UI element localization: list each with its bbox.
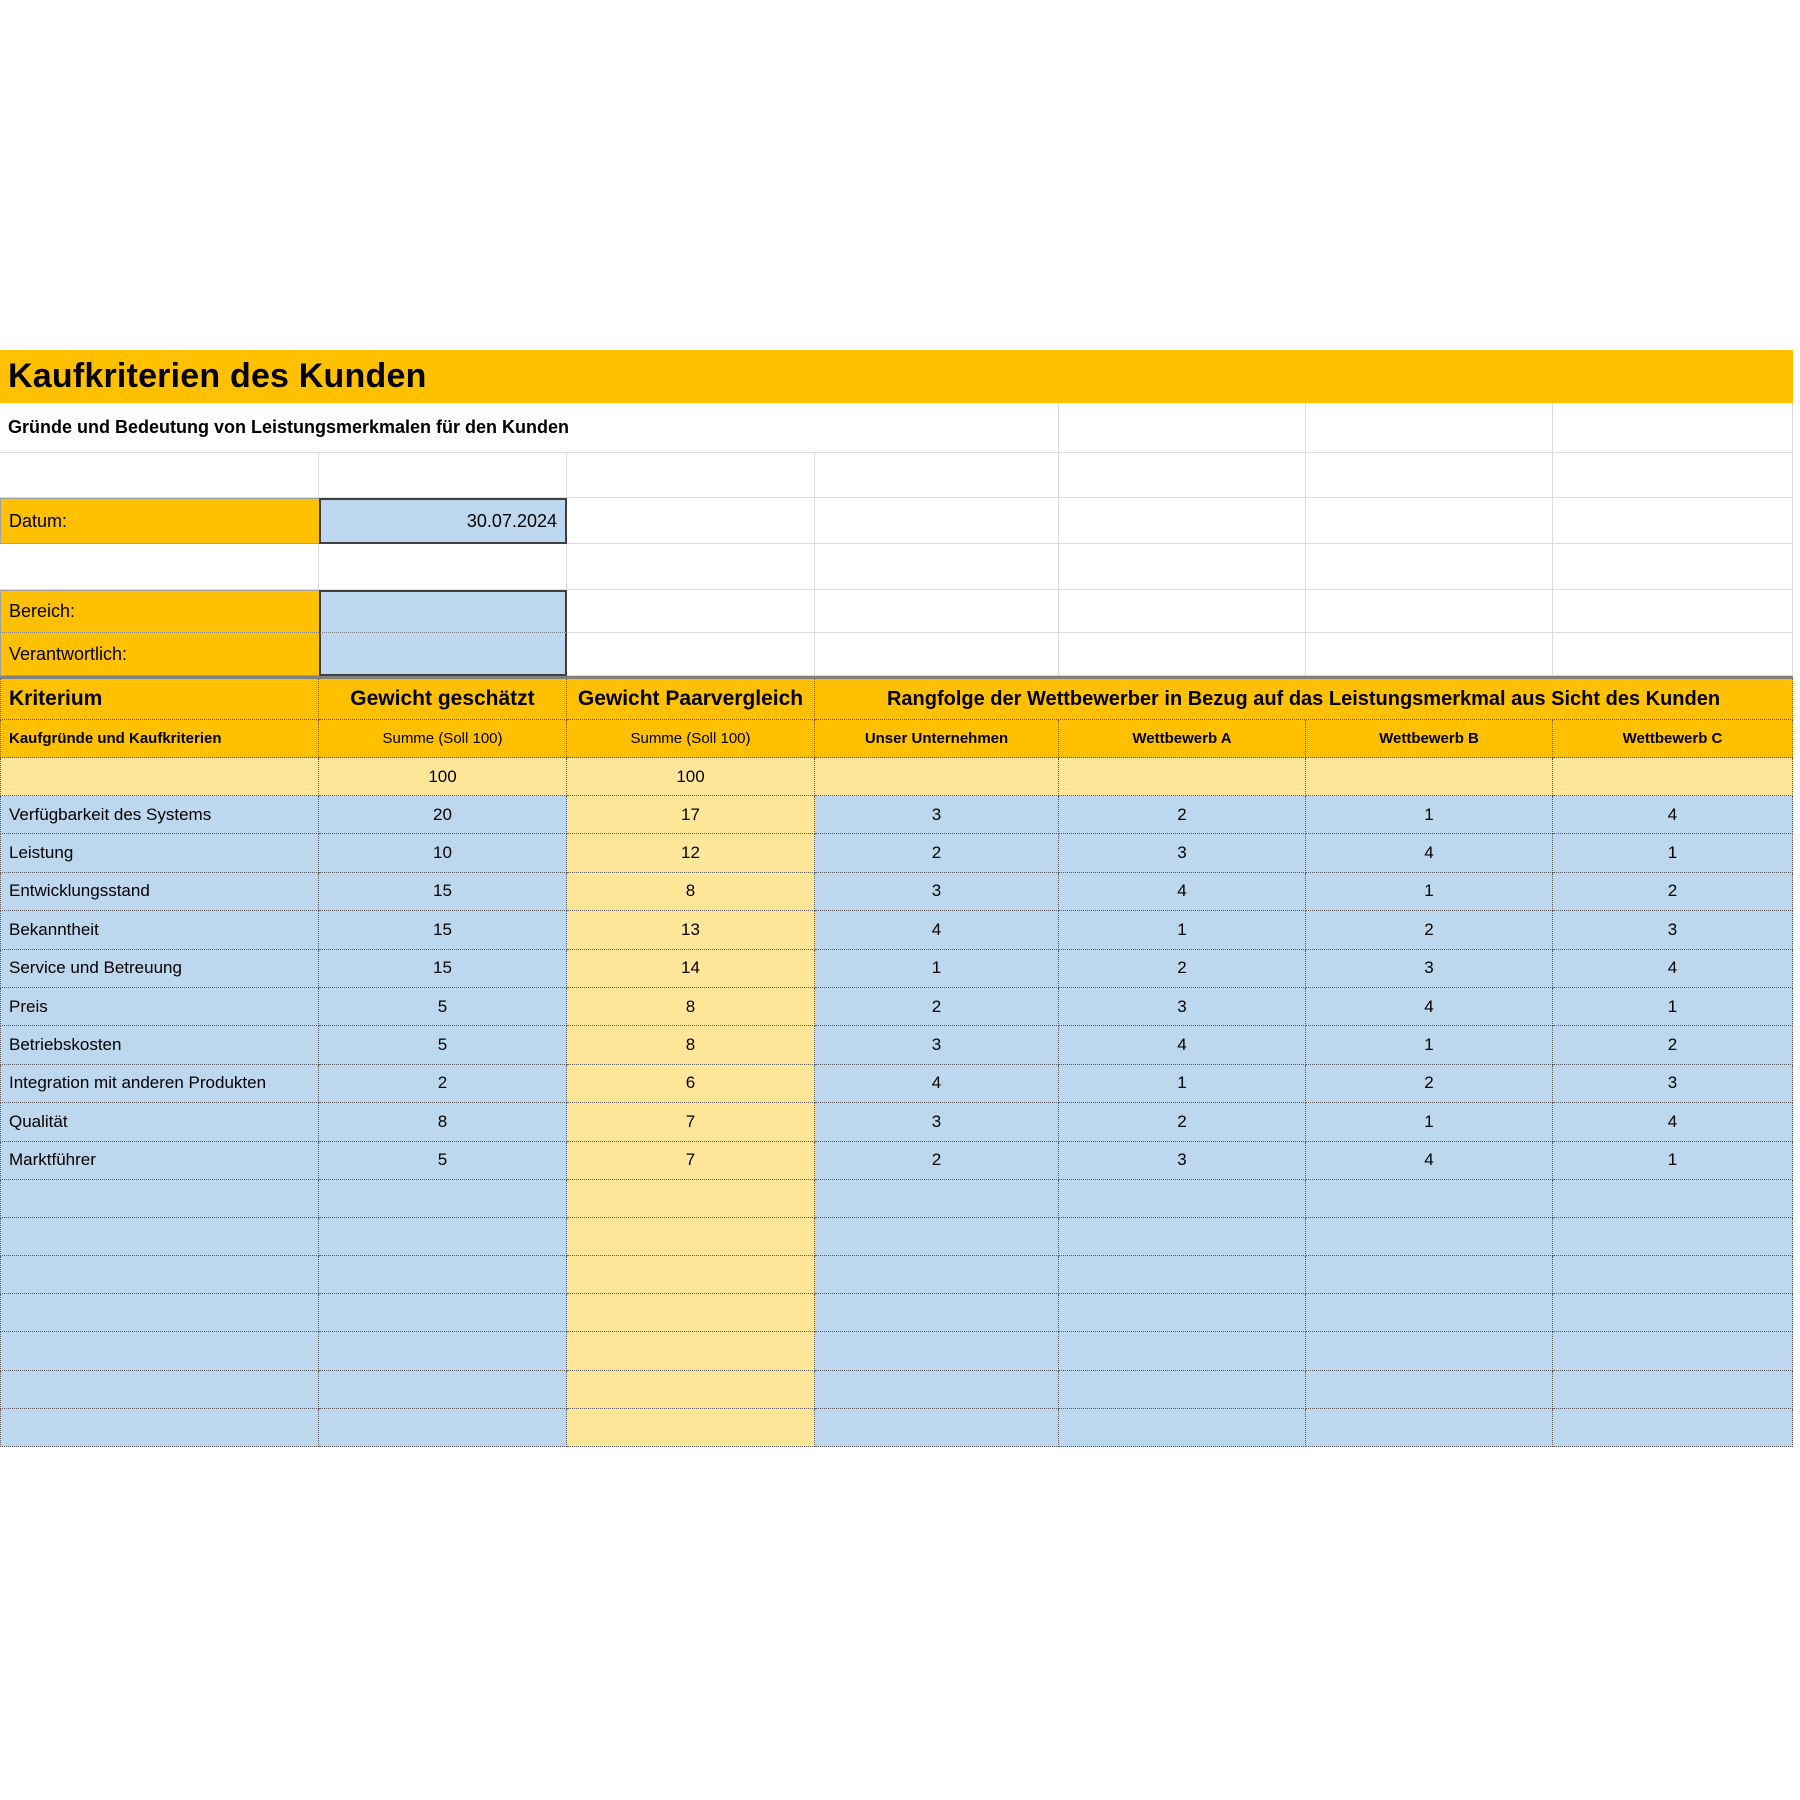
rank-competitor-b-cell[interactable] bbox=[1306, 1180, 1553, 1218]
table-row bbox=[0, 988, 1793, 1026]
rank-competitor-b-cell[interactable]: 1 bbox=[1306, 796, 1553, 834]
empty-cell bbox=[1553, 453, 1793, 498]
rank-competitor-b-cell[interactable]: 4 bbox=[1306, 834, 1553, 872]
weight-pairwise-cell[interactable] bbox=[567, 1218, 815, 1256]
responsible-label: Verantwortlich: bbox=[0, 633, 319, 676]
weight-pairwise-cell[interactable]: 12 bbox=[567, 834, 815, 872]
rank-our-company-cell[interactable]: 2 bbox=[815, 1142, 1059, 1180]
weight-estimated-cell[interactable] bbox=[319, 1180, 567, 1218]
table-row bbox=[0, 1103, 1793, 1141]
weight-estimated-cell[interactable]: 15 bbox=[319, 873, 567, 911]
rank-competitor-a-cell[interactable] bbox=[1059, 1409, 1306, 1447]
criterion-cell[interactable] bbox=[0, 1409, 319, 1447]
table-row bbox=[0, 1065, 1793, 1103]
weight-estimated-cell[interactable] bbox=[319, 1256, 567, 1294]
rank-our-company-cell[interactable]: 4 bbox=[815, 911, 1059, 949]
responsible-field[interactable] bbox=[319, 633, 567, 676]
header-weight-pairwise: Gewicht Paarvergleich bbox=[567, 679, 815, 720]
responsible-row bbox=[0, 633, 1793, 676]
rank-competitor-b-cell[interactable]: 2 bbox=[1306, 911, 1553, 949]
rank-competitor-b-cell[interactable]: 4 bbox=[1306, 1142, 1553, 1180]
rank-competitor-a-cell[interactable]: 2 bbox=[1059, 796, 1306, 834]
weight-pairwise-cell[interactable]: 13 bbox=[567, 911, 815, 949]
empty-cell bbox=[815, 544, 1059, 590]
criterion-cell[interactable]: Service und Betreuung bbox=[0, 950, 319, 988]
rank-competitor-c-cell[interactable] bbox=[1553, 1180, 1793, 1218]
empty-table-row bbox=[0, 1294, 1793, 1332]
empty-cell bbox=[1306, 403, 1553, 453]
rank-competitor-a-cell[interactable] bbox=[1059, 1180, 1306, 1218]
rank-competitor-a-cell[interactable]: 1 bbox=[1059, 911, 1306, 949]
criterion-cell[interactable]: Marktführer bbox=[0, 1142, 319, 1180]
weight-pairwise-cell[interactable] bbox=[567, 1409, 815, 1447]
weight-estimated-cell[interactable]: 8 bbox=[319, 1103, 567, 1141]
weight-pairwise-cell[interactable]: 7 bbox=[567, 1142, 815, 1180]
rank-competitor-c-cell[interactable]: 4 bbox=[1553, 796, 1793, 834]
empty-cell bbox=[1553, 590, 1793, 633]
rank-competitor-a-cell[interactable]: 4 bbox=[1059, 873, 1306, 911]
rank-competitor-a-cell[interactable]: 3 bbox=[1059, 834, 1306, 872]
rank-competitor-c-cell[interactable]: 1 bbox=[1553, 834, 1793, 872]
rank-competitor-b-cell[interactable]: 1 bbox=[1306, 1103, 1553, 1141]
rank-competitor-c-cell[interactable] bbox=[1553, 1409, 1793, 1447]
criterion-cell[interactable]: Preis bbox=[0, 988, 319, 1026]
subtitle-row bbox=[0, 403, 1793, 453]
rank-competitor-c-cell[interactable]: 2 bbox=[1553, 1026, 1793, 1064]
empty-cell bbox=[1059, 498, 1306, 544]
weight-estimated-cell[interactable]: 10 bbox=[319, 834, 567, 872]
rank-competitor-c-cell[interactable]: 1 bbox=[1553, 1142, 1793, 1180]
criterion-cell[interactable] bbox=[0, 1180, 319, 1218]
criterion-cell[interactable]: Qualität bbox=[0, 1103, 319, 1141]
criterion-cell[interactable]: Verfügbarkeit des Systems bbox=[0, 796, 319, 834]
sum-empty-cell bbox=[1306, 758, 1553, 796]
table-row bbox=[0, 911, 1793, 949]
empty-cell bbox=[567, 590, 815, 633]
rank-our-company-cell[interactable]: 3 bbox=[815, 1103, 1059, 1141]
rank-competitor-b-cell[interactable] bbox=[1306, 1409, 1553, 1447]
empty-cell bbox=[815, 403, 1059, 453]
rank-competitor-a-cell[interactable] bbox=[1059, 1371, 1306, 1409]
empty-cell bbox=[1059, 544, 1306, 590]
title-bar bbox=[0, 350, 1793, 403]
empty-cell bbox=[1306, 498, 1553, 544]
empty-cell bbox=[1553, 544, 1793, 590]
rank-our-company-cell[interactable] bbox=[815, 1409, 1059, 1447]
worksheet bbox=[0, 350, 1793, 1447]
weight-pairwise-cell[interactable] bbox=[567, 1256, 815, 1294]
criterion-cell[interactable] bbox=[0, 1218, 319, 1256]
criterion-cell[interactable]: Integration mit anderen Produkten bbox=[0, 1065, 319, 1103]
rank-competitor-b-cell[interactable]: 1 bbox=[1306, 1026, 1553, 1064]
rank-competitor-b-cell[interactable] bbox=[1306, 1218, 1553, 1256]
rank-competitor-c-cell[interactable] bbox=[1553, 1332, 1793, 1370]
rank-our-company-cell[interactable]: 4 bbox=[815, 1065, 1059, 1103]
subheader-competitor-c: Wettbewerb C bbox=[1553, 720, 1793, 758]
rank-competitor-c-cell[interactable]: 1 bbox=[1553, 988, 1793, 1026]
empty-cell bbox=[567, 498, 815, 544]
table-body bbox=[0, 796, 1793, 1447]
weight-pairwise-cell[interactable]: 8 bbox=[567, 873, 815, 911]
empty-cell bbox=[1306, 544, 1553, 590]
sum-row bbox=[0, 758, 1793, 796]
weight-pairwise-cell[interactable]: 14 bbox=[567, 950, 815, 988]
table-row bbox=[0, 796, 1793, 834]
criterion-cell[interactable] bbox=[0, 1332, 319, 1370]
empty-table-row bbox=[0, 1371, 1793, 1409]
rank-competitor-a-cell[interactable] bbox=[1059, 1218, 1306, 1256]
rank-our-company-cell[interactable]: 3 bbox=[815, 873, 1059, 911]
subheader-criterion: Kaufgründe und Kaufkriterien bbox=[0, 720, 319, 758]
empty-cell bbox=[567, 453, 815, 498]
criterion-cell[interactable]: Betriebskosten bbox=[0, 1026, 319, 1064]
weight-pairwise-cell[interactable] bbox=[567, 1180, 815, 1218]
rank-competitor-a-cell[interactable]: 3 bbox=[1059, 988, 1306, 1026]
rank-our-company-cell[interactable]: 3 bbox=[815, 1026, 1059, 1064]
spacer-row bbox=[0, 453, 1793, 498]
empty-cell bbox=[815, 590, 1059, 633]
table-row bbox=[0, 950, 1793, 988]
weight-estimated-cell[interactable]: 5 bbox=[319, 1142, 567, 1180]
subheader-competitor-a: Wettbewerb A bbox=[1059, 720, 1306, 758]
rank-competitor-c-cell[interactable] bbox=[1553, 1218, 1793, 1256]
weight-pairwise-cell[interactable]: 7 bbox=[567, 1103, 815, 1141]
weight-estimated-cell[interactable]: 5 bbox=[319, 988, 567, 1026]
criterion-cell[interactable] bbox=[0, 1371, 319, 1409]
rank-competitor-b-cell[interactable]: 3 bbox=[1306, 950, 1553, 988]
weight-pairwise-cell[interactable]: 17 bbox=[567, 796, 815, 834]
weight-pairwise-cell[interactable]: 8 bbox=[567, 1026, 815, 1064]
empty-cell bbox=[567, 544, 815, 590]
header-criterion: Kriterium bbox=[0, 679, 319, 720]
weight-estimated-cell[interactable] bbox=[319, 1332, 567, 1370]
area-field[interactable] bbox=[319, 590, 567, 633]
weight-estimated-cell[interactable] bbox=[319, 1218, 567, 1256]
rank-our-company-cell[interactable]: 3 bbox=[815, 796, 1059, 834]
rank-competitor-a-cell[interactable]: 2 bbox=[1059, 950, 1306, 988]
area-row bbox=[0, 590, 1793, 633]
empty-table-row bbox=[0, 1180, 1793, 1218]
date-row bbox=[0, 498, 1793, 544]
table-row bbox=[0, 1026, 1793, 1064]
rank-competitor-c-cell[interactable]: 2 bbox=[1553, 873, 1793, 911]
rank-competitor-a-cell[interactable]: 2 bbox=[1059, 1103, 1306, 1141]
date-label: Datum: bbox=[0, 498, 319, 544]
sum-empty-cell bbox=[1059, 758, 1306, 796]
empty-table-row bbox=[0, 1409, 1793, 1447]
empty-table-row bbox=[0, 1256, 1793, 1294]
rank-competitor-a-cell[interactable]: 3 bbox=[1059, 1142, 1306, 1180]
rank-competitor-c-cell[interactable] bbox=[1553, 1294, 1793, 1332]
empty-cell bbox=[815, 453, 1059, 498]
empty-cell bbox=[1059, 453, 1306, 498]
empty-cell bbox=[1059, 403, 1306, 453]
rank-competitor-c-cell[interactable] bbox=[1553, 1256, 1793, 1294]
spacer-row bbox=[0, 544, 1793, 590]
rank-competitor-b-cell[interactable] bbox=[1306, 1294, 1553, 1332]
sum-empty-cell bbox=[815, 758, 1059, 796]
weight-pairwise-cell[interactable] bbox=[567, 1371, 815, 1409]
rank-our-company-cell[interactable]: 1 bbox=[815, 950, 1059, 988]
date-field[interactable]: 30.07.2024 bbox=[319, 498, 567, 544]
weight-estimated-cell[interactable] bbox=[319, 1409, 567, 1447]
empty-cell bbox=[319, 544, 567, 590]
empty-cell bbox=[1553, 633, 1793, 676]
rank-competitor-c-cell[interactable] bbox=[1553, 1371, 1793, 1409]
rank-our-company-cell[interactable] bbox=[815, 1294, 1059, 1332]
rank-competitor-a-cell[interactable] bbox=[1059, 1294, 1306, 1332]
empty-cell bbox=[1059, 633, 1306, 676]
empty-cell bbox=[815, 498, 1059, 544]
rank-our-company-cell[interactable] bbox=[815, 1180, 1059, 1218]
empty-cell bbox=[815, 633, 1059, 676]
page-title: Kaufkriterien des Kunden bbox=[8, 357, 427, 395]
sum-weight-estimated[interactable]: 100 bbox=[319, 758, 567, 796]
empty-cell bbox=[1306, 590, 1553, 633]
rank-competitor-b-cell[interactable]: 4 bbox=[1306, 988, 1553, 1026]
rank-competitor-c-cell[interactable]: 3 bbox=[1553, 911, 1793, 949]
table-header-row bbox=[0, 676, 1793, 720]
rank-competitor-b-cell[interactable] bbox=[1306, 1332, 1553, 1370]
empty-cell bbox=[567, 633, 815, 676]
empty-cell bbox=[1553, 403, 1793, 453]
weight-estimated-cell[interactable]: 2 bbox=[319, 1065, 567, 1103]
empty-cell bbox=[0, 544, 319, 590]
weight-pairwise-cell[interactable] bbox=[567, 1294, 815, 1332]
sum-empty-cell bbox=[0, 758, 319, 796]
rank-our-company-cell[interactable]: 2 bbox=[815, 988, 1059, 1026]
criterion-cell[interactable]: Entwicklungsstand bbox=[0, 873, 319, 911]
subheader-sum-estimated: Summe (Soll 100) bbox=[319, 720, 567, 758]
sum-empty-cell bbox=[1553, 758, 1793, 796]
table-row bbox=[0, 873, 1793, 911]
rank-competitor-a-cell[interactable] bbox=[1059, 1332, 1306, 1370]
weight-estimated-cell[interactable] bbox=[319, 1371, 567, 1409]
weight-estimated-cell[interactable] bbox=[319, 1294, 567, 1332]
empty-table-row bbox=[0, 1332, 1793, 1370]
rank-our-company-cell[interactable] bbox=[815, 1371, 1059, 1409]
top-margin bbox=[0, 0, 1800, 350]
rank-competitor-a-cell[interactable]: 4 bbox=[1059, 1026, 1306, 1064]
subheader-our-company: Unser Unternehmen bbox=[815, 720, 1059, 758]
rank-competitor-b-cell[interactable]: 2 bbox=[1306, 1065, 1553, 1103]
empty-cell bbox=[1306, 453, 1553, 498]
rank-our-company-cell[interactable] bbox=[815, 1332, 1059, 1370]
rank-competitor-c-cell[interactable]: 3 bbox=[1553, 1065, 1793, 1103]
rank-competitor-a-cell[interactable]: 1 bbox=[1059, 1065, 1306, 1103]
weight-estimated-cell[interactable]: 5 bbox=[319, 1026, 567, 1064]
rank-competitor-b-cell[interactable] bbox=[1306, 1256, 1553, 1294]
subheader-competitor-b: Wettbewerb B bbox=[1306, 720, 1553, 758]
criterion-cell[interactable] bbox=[0, 1256, 319, 1294]
rank-our-company-cell[interactable] bbox=[815, 1256, 1059, 1294]
page-subtitle: Gründe und Bedeutung von Leistungsmerkmalen für den Kunden bbox=[0, 403, 815, 453]
weight-estimated-cell[interactable]: 15 bbox=[319, 911, 567, 949]
weight-estimated-cell[interactable]: 20 bbox=[319, 796, 567, 834]
empty-cell bbox=[1553, 498, 1793, 544]
header-ranking-title: Rangfolge der Wettbewerber in Bezug auf das Leistungsmerkmal aus Sicht des Kunden bbox=[815, 679, 1793, 720]
rank-competitor-a-cell[interactable] bbox=[1059, 1256, 1306, 1294]
rank-competitor-b-cell[interactable]: 1 bbox=[1306, 873, 1553, 911]
criterion-cell[interactable] bbox=[0, 1294, 319, 1332]
weight-pairwise-cell[interactable]: 6 bbox=[567, 1065, 815, 1103]
area-label: Bereich: bbox=[0, 590, 319, 633]
empty-cell bbox=[1059, 590, 1306, 633]
criterion-cell[interactable]: Leistung bbox=[0, 834, 319, 872]
table-subheader-row bbox=[0, 720, 1793, 758]
empty-cell bbox=[0, 453, 319, 498]
rank-competitor-c-cell[interactable]: 4 bbox=[1553, 1103, 1793, 1141]
sum-weight-pairwise[interactable]: 100 bbox=[567, 758, 815, 796]
empty-table-row bbox=[0, 1218, 1793, 1256]
rank-our-company-cell[interactable] bbox=[815, 1218, 1059, 1256]
criterion-cell[interactable]: Bekanntheit bbox=[0, 911, 319, 949]
rank-competitor-c-cell[interactable]: 4 bbox=[1553, 950, 1793, 988]
weight-pairwise-cell[interactable] bbox=[567, 1332, 815, 1370]
table-row bbox=[0, 1142, 1793, 1180]
subheader-sum-pairwise: Summe (Soll 100) bbox=[567, 720, 815, 758]
table-row bbox=[0, 834, 1793, 872]
rank-our-company-cell[interactable]: 2 bbox=[815, 834, 1059, 872]
rank-competitor-b-cell[interactable] bbox=[1306, 1371, 1553, 1409]
weight-estimated-cell[interactable]: 15 bbox=[319, 950, 567, 988]
weight-pairwise-cell[interactable]: 8 bbox=[567, 988, 815, 1026]
header-weight-estimated: Gewicht geschätzt bbox=[319, 679, 567, 720]
empty-cell bbox=[319, 453, 567, 498]
empty-cell bbox=[1306, 633, 1553, 676]
